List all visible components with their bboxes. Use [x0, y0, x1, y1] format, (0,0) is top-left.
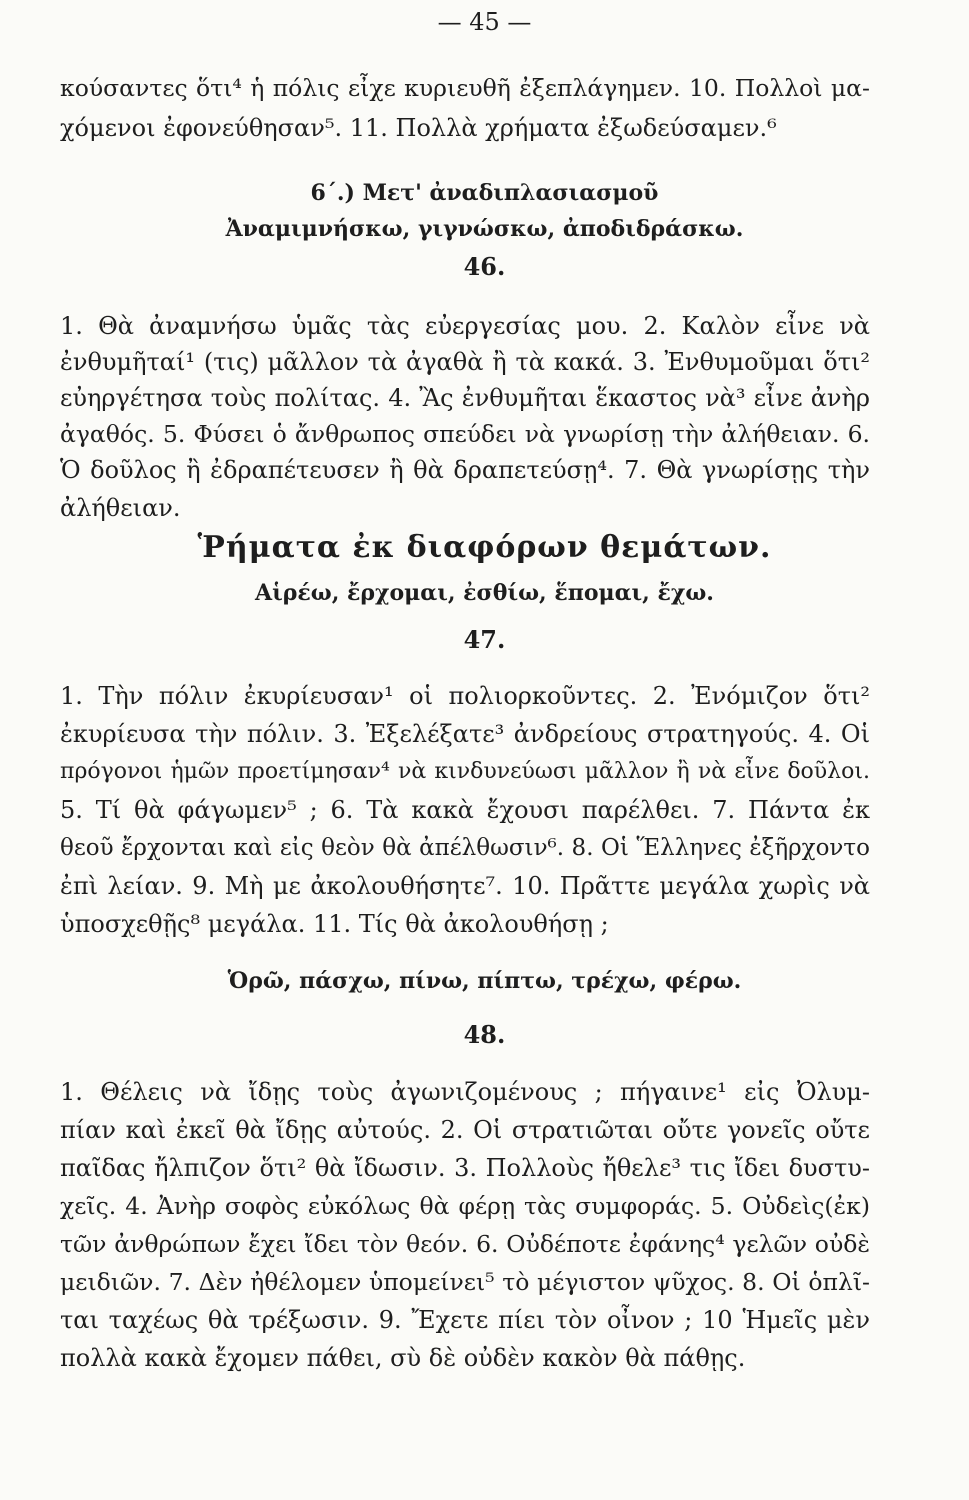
- text-line: 1. Θέλεις νὰ ἴδῃς τοὺς ἀγωνιζομένους ; πήγαινε¹ εἰς Ὀλυμ-: [60, 1078, 870, 1106]
- text-line: 1. Θὰ ἀναμνήσω ὑμᾶς τὰς εὐεργεσίας μου. 2. Καλὸν εἶνε νὰ: [60, 312, 870, 340]
- text-line: θεοῦ ἔρχονται καὶ εἰς θεὸν θὰ ἀπέλθωσιν⁶. 8. Οἱ Ἕλληνες ἐξῆρχοντο: [60, 835, 870, 861]
- text-line: πίαν καὶ ἐκεῖ θὰ ἴδῃς αὐτούς. 2. Οἱ στρατιῶται οὔτε γονεῖς οὔτε: [60, 1116, 870, 1144]
- sub-heading: Ἀναμιμνήσκω, γιγνώσκω, ἀποδιδράσκω.: [225, 216, 744, 242]
- text-line: 1. Τὴν πόλιν ἐκυρίευσαν¹ οἱ πολιορκοῦντες. 2. Ἐνόμιζον ὅτι²: [60, 682, 870, 710]
- text-line: παῖδας ἤλπιζον ὅτι² θὰ ἴδωσιν. 3. Πολλοὺς ἤθελε³ τις ἴδει δυστυ-: [60, 1154, 870, 1182]
- text-line: ται ταχέως θὰ τρέξωσιν. 9. Ἔχετε πίει τὸν οἶνον ; 10 Ἡμεῖς μὲν: [60, 1306, 870, 1334]
- text-line: ἀλήθειαν.: [60, 494, 181, 522]
- verbs-heading: Ὁρῶ, πάσχω, πίνω, πίπτω, τρέχω, φέρω.: [227, 968, 742, 994]
- text-line: ὑποσχεθῇς⁸ μεγάλα. 11. Τίς θὰ ἀκολουθήσῃ ;: [60, 910, 609, 938]
- text-line: ἐκυρίευσα τὴν πόλιν. 3. Ἐξελέξατε³ ἀνδρείους στρατηγούς. 4. Οἱ: [60, 720, 870, 748]
- exercise-number: 48.: [463, 1020, 506, 1049]
- text-line: χεῖς. 4. Ἀνὴρ σοφὸς εὐκόλως θὰ φέρῃ τὰς συμφοράς. 5. Οὐδεὶς(ἐκ): [60, 1192, 870, 1220]
- text-line: μειδιῶν. 7. Δὲν ἠθέλομεν ὑπομείνει⁵ τὸ μέγιστον ψῦχος. 8. Οἱ ὁπλῖ-: [60, 1268, 870, 1296]
- exercise-number: 47.: [463, 625, 506, 654]
- text-line: χόμενοι ἐφονεύθησαν⁵. 11. Πολλὰ χρήματα ἐξωδεύσαμεν.⁶: [60, 114, 777, 142]
- text-line: 5. Τί θὰ φάγωμεν⁵ ; 6. Τὰ κακὰ ἔχουσι παρέλθει. 7. Πάντα ἐκ: [60, 796, 870, 824]
- verbs-heading: Αἱρέω, ἔρχομαι, ἐσθίω, ἕπομαι, ἔχω.: [255, 580, 714, 606]
- text-line: Ὁ δοῦλος ἢ ἐδραπέτευσεν ἢ θὰ δραπετεύσῃ⁴. 7. Θὰ γνωρίσῃς τὴν: [60, 456, 870, 484]
- text-line: εὐηργέτησα τοὺς πολίτας. 4. Ἂς ἐνθυμῆται ἕκαστος νὰ³ εἶνε ἀνὴρ: [60, 384, 870, 412]
- text-line: τῶν ἀνθρώπων ἔχει ἴδει τὸν θεόν. 6. Οὐδέποτε ἐφάνης⁴ γελῶν οὐδὲ: [60, 1230, 870, 1258]
- sub-heading: 6΄.) Μετ' ἀναδιπλασιασμοῦ: [310, 180, 659, 206]
- text-line: κούσαντες ὅτι⁴ ἡ πόλις εἶχε κυριευθῆ ἐξεπλάγημεν. 10. Πολλοὶ μα-: [60, 74, 870, 102]
- section-heading: Ῥήματα ἐκ διαφόρων θεμάτων.: [197, 530, 772, 565]
- page-number: — 45 —: [437, 8, 532, 36]
- exercise-number: 46.: [463, 252, 506, 281]
- text-line: πρόγονοι ἡμῶν προετίμησαν⁴ νὰ κινδυνεύωσι μᾶλλον ἢ νὰ εἶνε δοῦλοι.: [60, 759, 870, 784]
- text-line: πολλὰ κακὰ ἔχομεν πάθει, σὺ δὲ οὐδὲν κακὸν θὰ πάθῃς.: [60, 1344, 746, 1372]
- text-line: ἐνθυμῆταί¹ (τις) μᾶλλον τὰ ἀγαθὰ ἢ τὰ κακά. 3. Ἐνθυμοῦμαι ὅτι²: [60, 348, 870, 376]
- text-line: ἐπὶ λείαν. 9. Μὴ με ἀκολουθήσητε⁷. 10. Πρᾶττε μεγάλα χωρὶς νὰ: [60, 872, 870, 900]
- text-line: ἀγαθός. 5. Φύσει ὁ ἄνθρωπος σπεύδει νὰ γνωρίσῃ τὴν ἀλήθειαν. 6.: [60, 420, 870, 448]
